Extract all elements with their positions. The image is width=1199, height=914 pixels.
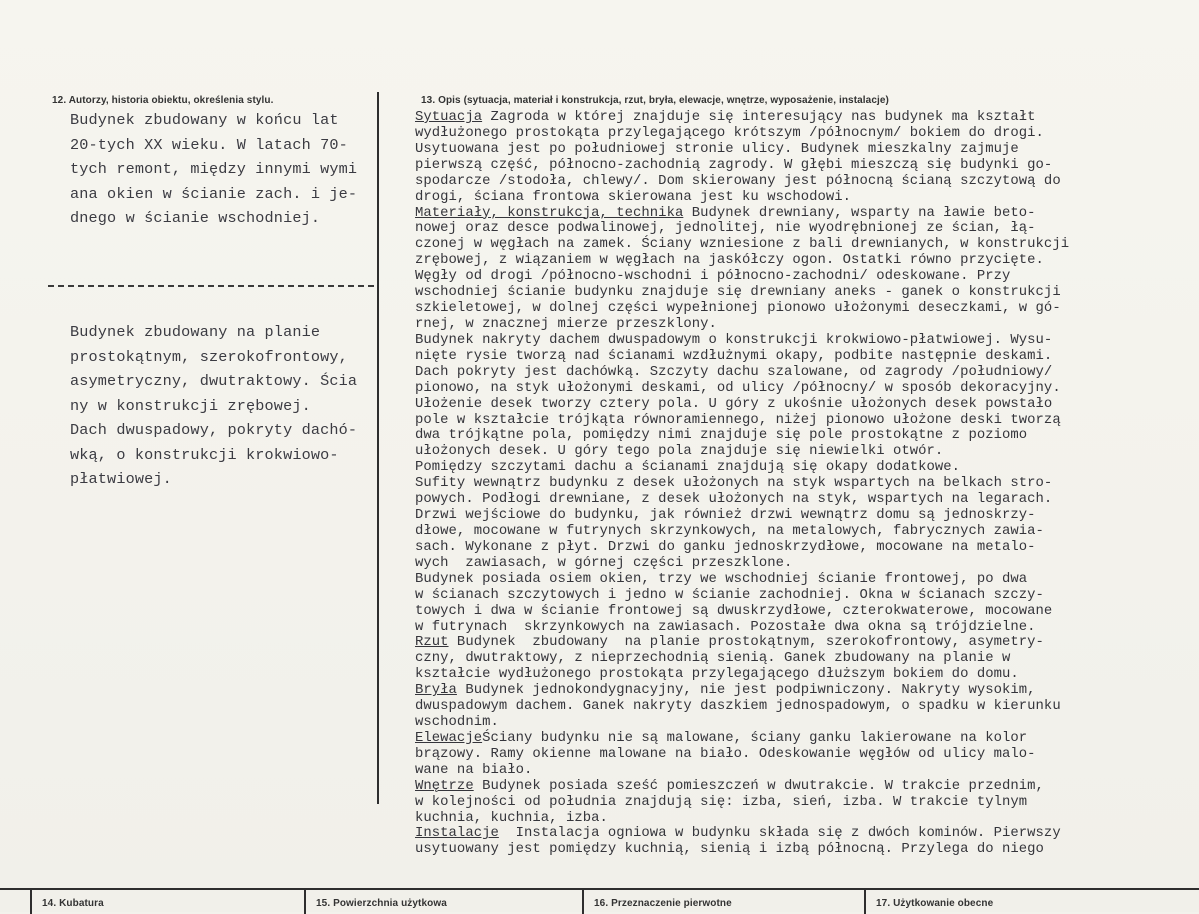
description-text: Węgły od drogi /północno-wschodni i północno-zachodni/ odeskowane. Przy [415,268,1011,285]
description-text: wschodnim. [415,714,499,731]
footer-cell-przeznaczenie [582,890,864,914]
section-13-label: 13. Opis (sytuacja, materiał i konstrukcja, rzut, bryła, elewacje, wnętrze, wyposażenie, instalacje) [421,95,889,106]
description-text: dwuspadowym dachem. Ganek nakryty daszkiem jednospadowym, o spadku w kierunku [415,698,1061,715]
description-line [415,651,1069,667]
footer-cell-powierzchnia [304,890,582,914]
section-heading: Wnętrze [415,777,474,794]
description-line [415,731,1069,747]
description-text: sach. Wykonane z płyt. Drzwi do ganku jednoskrzydłowe, mocowane na metalo- [415,538,1036,555]
description-line [415,317,1069,333]
description-line [415,110,1069,126]
description-line [415,190,1069,206]
description-line [415,285,1069,301]
section-heading: Elewacje [415,729,483,746]
typed-line: ana okien w ścianie zach. i je- [70,184,358,203]
description-text: usytuowany jest pomiędzy kuchnią, sienią i izbą północną. Przylega do niego [415,841,1044,858]
description-text: czonej w węgłach na zamek. Ściany wzniesione z bali drewnianych, w konstrukcji [415,236,1070,253]
description-line [415,460,1069,476]
form-footer [0,888,1199,914]
description-text: kuchnia, kuchnia, izba. [415,809,608,826]
footer-label-przeznaczenie: 16. Przeznaczenie pierwotne [594,898,732,909]
description-text: Ułożenie desek tworzy cztery pola. U góry z ukośnie ułożonych desek powstało [415,395,1053,412]
description-text: Pomiędzy szczytami dachu a ścianami znajdują się okapy dodatkowe. [415,459,961,476]
description-line [415,508,1069,524]
description-line [415,381,1069,397]
description-text: kształcie wydłużonego prostokąta przylegającego dłuższym bokiem do domu. [415,666,1019,683]
description-text: w futrynach skrzynkowych na zawiasach. Pozostałe dwa okna są trójdzielne. [415,618,1036,635]
section-12-label: 12. Autorzy, historia obiektu, określenia stylu. [52,95,274,106]
description-line [415,588,1069,604]
description-line [415,142,1069,158]
description-line [415,492,1069,508]
description-line [415,779,1069,795]
description-text: nięte rysie tworzą nad ścianami wzdłużnymi okapy, podbite następnie deskami. [415,347,1053,364]
column-divider [377,92,379,804]
footer-cell-uzytkowanie [864,890,1199,914]
description-line [415,428,1069,444]
typed-line: Budynek zbudowany na planie [70,323,321,341]
description-line [415,524,1069,540]
description-text: dwa trójkątne pola, pomiędzy nimi znajduje się pole prostokątne z poziomo [415,427,1028,444]
description-line [415,795,1069,811]
description-text: Ściany budynku nie są malowane, ściany ganku lakierowane na kolor [482,729,1028,746]
typed-line: dnego w ścianie wschodniej. [70,209,321,227]
description-line [415,540,1069,556]
section-heading: Instalacje [415,825,499,842]
typed-line: ny w konstrukcji zrębowej. [70,396,311,415]
description-text: Budynek posiada osiem okien, trzy we wschodniej ścianie frontowej, po dwa [415,570,1028,587]
description-text: nowej oraz desce podwalinowej, jednolitej, nie wyodrębnionej ze ścian, łą- [415,220,1036,237]
description-line [415,811,1069,827]
description-line [415,206,1069,222]
description-line [415,635,1069,651]
description-line [415,413,1069,429]
description-line [415,715,1069,731]
description-text: pierwszą część, północno-zachodnią zagrody. W głębi mieszczą się budynki go- [415,156,1053,173]
description-text: Budynek jednokondygnacyjny, nie jest podpiwniczony. Nakryty wysokim, [456,682,1036,699]
description-text: brązowy. Ramy okienne malowane na biało. Odeskowanie węgłów od ulicy malo- [415,745,1036,762]
typed-line: asymetryczny, dwutraktowy. Ścia [70,372,358,390]
section-13-description [415,110,1069,858]
description-line [415,572,1069,588]
typed-line: płatwiowej. [70,470,172,488]
typed-line: prostokątnym, szerokofrontowy, [70,347,348,366]
description-text: wych zawiasach, w górnej części przeszklone. [415,554,793,571]
description-line [415,556,1069,572]
description-line [415,301,1069,317]
description-line [415,269,1069,285]
description-line [415,842,1069,858]
typed-line: 20-tych XX wieku. W latach 70- [70,135,348,154]
description-text: ułożonych desek. U góry tego pola znajduje się niewielki otwór. [415,443,944,460]
section-12-text [70,108,357,231]
description-line [415,221,1069,237]
description-text: Budynek drewniany, wsparty na ławie beto- [683,204,1036,221]
dashed-divider [48,285,374,287]
footer-label-kubatura: 14. Kubatura [42,898,104,909]
section-heading: Sytuacja [415,109,483,125]
description-line [415,667,1069,683]
typed-line: Budynek zbudowany w końcu lat [70,111,339,129]
description-line [415,826,1069,842]
description-line [415,253,1069,269]
description-text: w ścianach szczytowych i jedno w ścianie zachodniej. Okna w ścianach szczy- [415,586,1044,603]
description-text: wane na biało. [415,761,533,778]
description-text: powych. Podłogi drewniane, z desek ułożonych na styk, wspartych na legarach. [415,491,1053,508]
description-text: pole w kształcie trójkąta równoramiennego, niżej pionowo ułożone deski tworzą [415,411,1061,428]
description-text: Zagroda w której znajduje się interesujący nas budynek ma kształt [482,109,1036,125]
description-line [415,620,1069,636]
description-line [415,747,1069,763]
description-line [415,158,1069,174]
footer-cell-kubatura [30,890,304,914]
description-text: zrębowej, z wiązaniem w węgłach na jaskółczy ogon. Ostatki równo przycięte. [415,252,1044,269]
description-text: Sufity wewnątrz budynku z desek ułożonych na styk wspartych na belkach stro- [415,475,1053,492]
description-text: Dach pokryty jest dachówką. Szczyty dachu szalowane, od zagrody /południowy/ [415,363,1053,380]
footer-label-powierzchnia: 15. Powierzchnia użytkowa [316,898,447,909]
description-text: Drzwi wejściowe do budynku, jak również drzwi wewnątrz domu są jednoskrzy- [415,507,1036,524]
description-text: Budynek posiada sześć pomieszczeń w dwutrakcie. W trakcie przednim, [473,777,1044,794]
description-line [415,699,1069,715]
description-line [415,444,1069,460]
description-text: wydłużonego prostokąta przylegającego krótszym /północnym/ bokiem do drogi. [415,124,1044,141]
description-text: drogi, ściana frontowa skierowana jest ku wschodowi. [415,188,852,205]
description-line [415,349,1069,365]
description-text: dłowe, mocowane w futrynych skrzynkowych, na metalowych, fabrycznych zawia- [415,522,1044,539]
section-12-text-continued [70,320,357,492]
description-text: pionowo, na styk ułożonymi deskami, od ulicy /północny/ w sposób dekoracyjny. [415,379,1061,396]
description-line [415,604,1069,620]
description-text: szkieletowej, w dolnej części wypełnionej pionowo ułożonymi deseczkami, w gó- [415,300,1061,317]
section-heading: Bryła [415,682,457,699]
description-text: Usytuowana jest po południowej stronie ulicy. Budynek mieszkalny zajmuje [415,140,1019,157]
typed-line: wką, o konstrukcji krokwiowo- [70,445,339,464]
footer-label-uzytkowanie: 17. Użytkowanie obecne [876,898,994,909]
typed-line: Dach dwuspadowy, pokryty dachó- [70,421,358,439]
description-line [415,763,1069,779]
description-text: Budynek nakryty dachem dwuspadowym o konstrukcji krokwiowo-płatwiowej. Wysu- [415,331,1053,348]
description-line [415,174,1069,190]
typed-line: tych remont, między innymi wymi [70,160,358,178]
description-line [415,683,1069,699]
description-line [415,397,1069,413]
description-text: Instalacja ogniowa w budynku składa się z dwóch kominów. Pierwszy [498,825,1061,842]
description-line [415,237,1069,253]
description-text: Budynek zbudowany na planie prostokątnym, szerokofrontowy, asymetry- [448,634,1044,651]
description-text: towych i dwa w ścianie frontowej są dwuskrzydłowe, czterokwaterowe, mocowane [415,602,1053,619]
description-line [415,476,1069,492]
section-heading: Materiały, konstrukcja, technika [415,204,684,221]
description-line [415,333,1069,349]
description-text: rnej, w znacznej mierze przeszklony. [415,315,717,332]
description-text: wschodniej ścianie budynku znajduje się drewniany aneks - ganek o konstrukcji [415,284,1061,301]
description-line [415,126,1069,142]
description-line [415,365,1069,381]
description-text: spodarcze /stodoła, chlewy/. Dom skierowany jest północną ścianą szczytową do [415,172,1061,189]
description-text: czny, dwutraktowy, z nieprzechodnią sienią. Ganek zbudowany na planie w [415,650,1011,667]
description-text: w kolejności od południa znajdują się: izba, sień, izba. W trakcie tylnym [415,793,1028,810]
section-heading: Rzut [415,634,449,651]
